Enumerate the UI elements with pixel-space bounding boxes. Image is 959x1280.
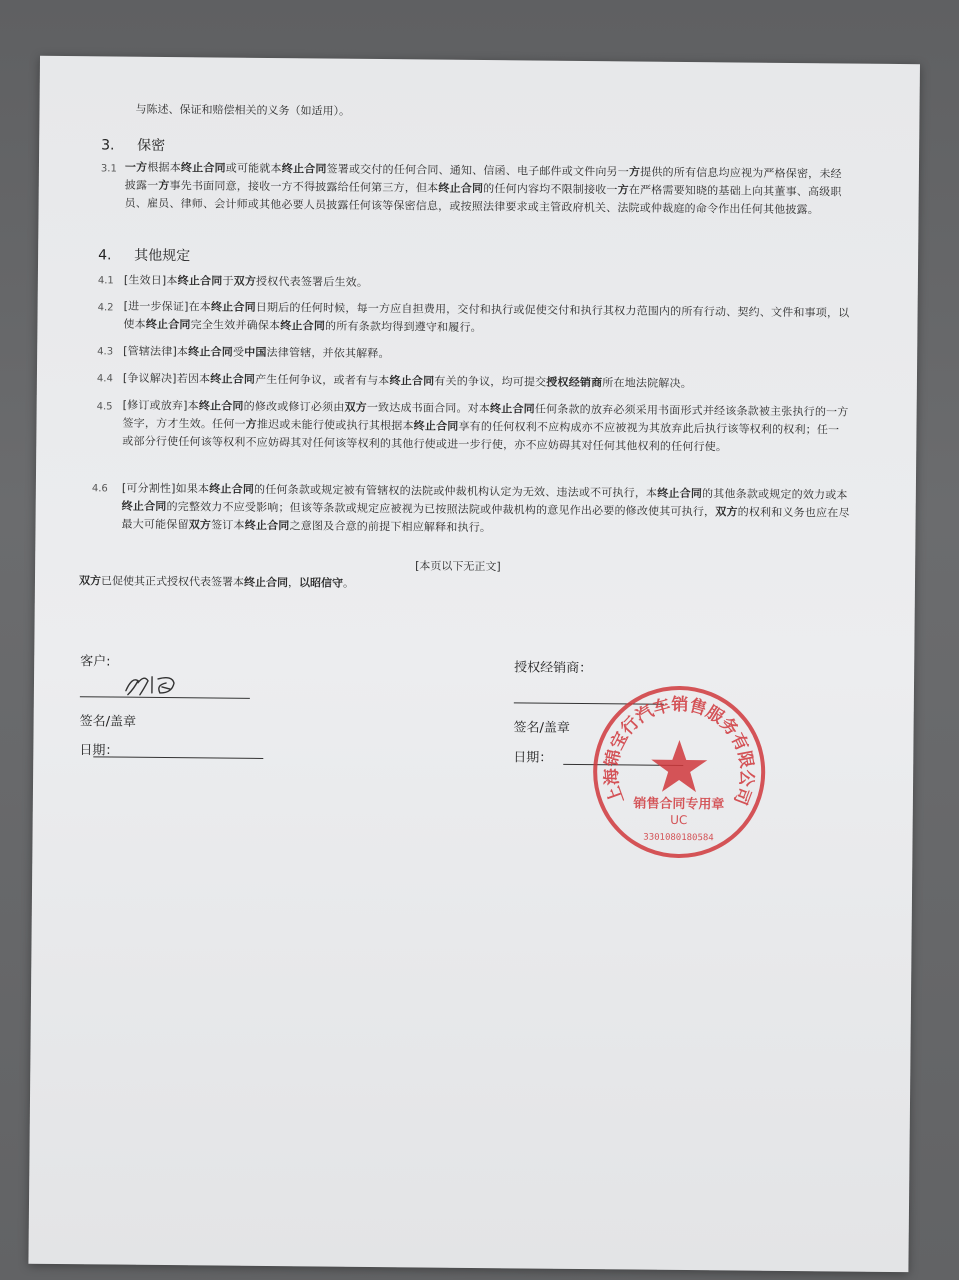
section-number: 4. [98, 247, 112, 264]
section-3-heading [101, 134, 165, 155]
clause-3-1: 一方根据本终止合同或可能就本终止合同签署或交付的任何合同、通知、信函、电子邮件或文件向另一方提供的所有信息均应视为严格保密，未经披露一方事先书面同意，接收一方不得披露给任何第三方，但本终止合同的任何内容均不限制接收一方在严格需要知晓的基础上向其董事、高级职员、雇员、律师、会计师或其他必要人员披露任何该等保密信息，或按照法律要求或主管政府机关、法院或仲裁庭的命令作出任何其他披露。 [124, 160, 842, 217]
clause-4-3: [管辖法律]本终止合同受中国法律管辖，并依其解释。 [123, 344, 390, 361]
clause-number: 3.1 [100, 163, 117, 175]
customer-sign-seal-label: 签名/盖章 [79, 714, 137, 730]
section-4-heading [98, 244, 190, 265]
seal-code: UC [670, 812, 688, 828]
dealer-label: 授权经销商： [514, 660, 593, 677]
end-note: [本页以下无正文] [415, 559, 501, 574]
dealer-date-label: 日期： [513, 750, 553, 766]
clause-4-5: [修订或放弃]本终止合同的修改或修订必须由双方一致达成书面合同。对本终止合同任何条款的放弃必须采用书面形式并经该条款被主张执行的一方签字，方才生效。任何一方推迟或未能行使或执行其根据本终止合同享有的任何权利不应构成亦不应被视为其放弃此后执行该等权利的权利；任一或部分行使任何该等权利不应妨碍其对任何该等权利的其他行使或进一步行使，亦不应妨碍其对任何其他权利的任何行使。 [122, 398, 849, 454]
section-number: 3. [101, 137, 115, 154]
clause-4-2: [进一步保证]在本终止合同日期后的任何时候，每一方应自担费用，交付和执行或促使交付和执行其权力范围内的所有行动、契约、文件和事项，以使本终止合同完全生效并确保本终止合同的所有条款均得到遵守和履行。 [123, 299, 850, 335]
clause-number: 4.2 [97, 302, 114, 314]
customer-label: 客户: [80, 654, 111, 670]
document-page [28, 56, 920, 1272]
customer-date-label: 日期： [79, 743, 119, 759]
clause-number: 4.6 [91, 483, 108, 495]
seal-outer-text: 上海锦宝行汽车销售服务有限公司 [601, 694, 757, 808]
clause-number: 4.5 [96, 401, 113, 413]
clause-number: 4.1 [97, 275, 114, 287]
seal-star-icon [651, 740, 707, 793]
intro-line: 与陈述、保证和赔偿相关的义务（如适用）。 [135, 102, 351, 118]
clause-4-6: [可分割性]如果本终止合同的任何条款或规定被有管辖权的法院或仲裁机构认定为无效、违法或不可执行，本终止合同的其他条款或规定的效力或本终止合同的完整效力不应受影响；但该等条款或规定应被视为已按照法院或仲裁机构的意见作出必要的修改使其可执行，双方的权利和义务也应在尽最大可能保留双方签订本终止合同之意图及合意的前提下相应解释和执行。 [121, 481, 850, 535]
seal-inner-text: 销售合同专用章 [633, 796, 725, 813]
customer-date-line [93, 756, 263, 759]
seal-number: 3301080180584 [643, 832, 714, 844]
clause-4-4: [争议解决]若因本终止合同产生任何争议，或者有与本终止合同有关的争议，均可提交授权经销商所在地法院解决。 [122, 371, 692, 391]
witness-clause: 双方已促使其正式授权代表签署本终止合同，以昭信守。 [78, 574, 355, 590]
clause-number: 4.4 [96, 373, 113, 385]
section-title: 保密 [137, 137, 166, 154]
company-seal [588, 681, 770, 863]
dealer-sign-seal-label: 签名/盖章 [513, 720, 571, 736]
section-title: 其他规定 [134, 247, 191, 265]
clause-4-1: [生效日]本终止合同于双方授权代表签署后生效。 [123, 273, 369, 289]
clause-number: 4.3 [97, 346, 114, 358]
